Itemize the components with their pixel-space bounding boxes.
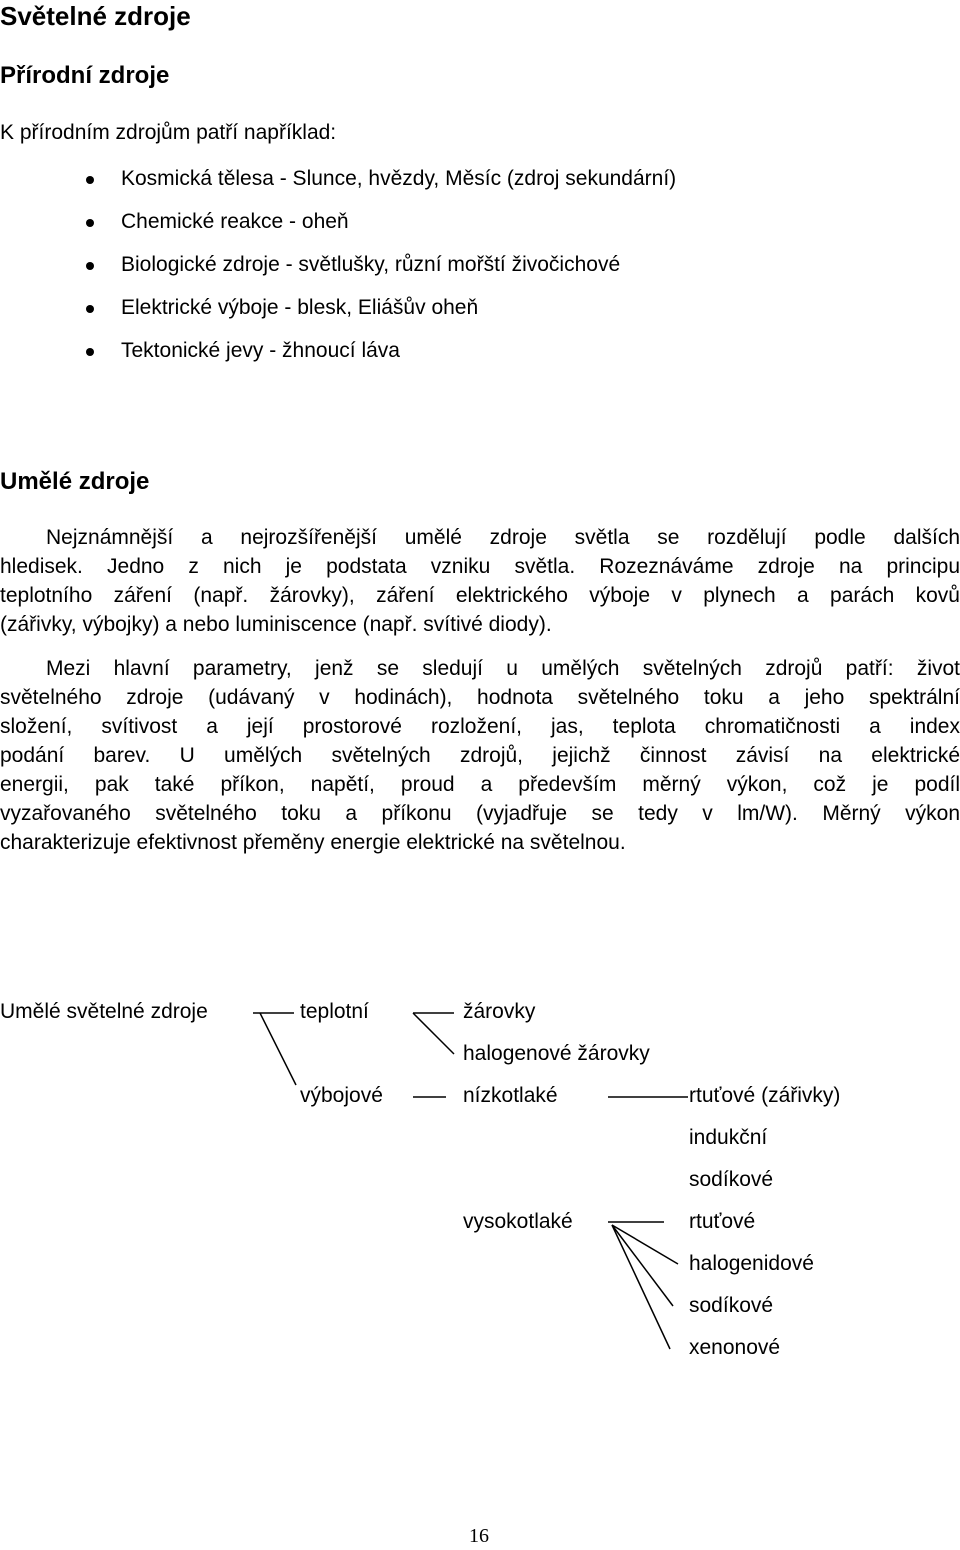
tree-node-nizkotlake: nízkotlaké	[463, 1084, 558, 1107]
tree-node-halogenove: halogenové žárovky	[463, 1042, 650, 1065]
paragraph-line: charakterizuje efektivnost přeměny energie elektrické na světelnou.	[0, 831, 626, 854]
tree-leaf: rtuťové	[689, 1210, 756, 1233]
tree-leaf: sodíkové	[689, 1294, 774, 1317]
connector-line	[413, 1013, 454, 1054]
paragraph-line: Nejznámnější a nejrozšířenější umělé zdroje světla se rozdělují podle dalších	[46, 526, 960, 549]
tree-node-vybojove: výbojové	[300, 1084, 383, 1107]
paragraph-line: energii, pak také příkon, napětí, proud a především měrný výkon, což je podíl	[0, 773, 960, 796]
connector-line	[260, 1013, 296, 1085]
list-item: Tektonické jevy - žhnoucí láva	[121, 339, 400, 362]
tree-leaf: rtuťové (zářivky)	[689, 1084, 841, 1107]
list-item: Chemické reakce - oheň	[121, 210, 349, 233]
paragraph-line: hledisek. Jedno z nich je podstata vzniku světla. Rozeznáváme zdroje na principu	[0, 555, 960, 578]
tree-leaf: sodíkové	[689, 1168, 774, 1191]
tree-leaf: xenonové	[689, 1336, 781, 1359]
tree-leaf: indukční	[689, 1126, 768, 1149]
connector-line	[612, 1225, 673, 1306]
paragraph-line: teplotního záření (např. žárovky), záření elektrického výboje v plynech a parách kovů	[0, 584, 960, 607]
list-item: Biologické zdroje - světlušky, různí mořští živočichové	[121, 253, 621, 276]
connector-line	[612, 1225, 670, 1349]
paragraph-line: složení, svítivost a její prostorové rozložení, jas, teplota chromatičnosti a index	[0, 715, 960, 738]
paragraph-line: Mezi hlavní parametry, jenž se sledují u umělých světelných zdrojů patří: život	[46, 657, 960, 680]
page-title: Světelné zdroje	[0, 1, 191, 31]
paragraph-line: světelného zdroje (udávaný v hodinách), hodnota světelného toku a jeho spektrální	[0, 686, 960, 709]
paragraph-line: vyzařovaného světelného toku a příkonu (vyjadřuje se tedy v lm/W). Měrný výkon	[0, 802, 960, 825]
list-item: Kosmická tělesa - Slunce, hvězdy, Měsíc (zdroj sekundární)	[121, 167, 677, 190]
tree-root: Umělé světelné zdroje	[0, 1000, 208, 1023]
list-item: Elektrické výboje - blesk, Eliášův oheň	[121, 296, 479, 319]
paragraph-line: podání barev. U umělých světelných zdrojů, jejichž činnost závisí na elektrické	[0, 744, 960, 767]
tree-node-teplotni: teplotní	[300, 1000, 369, 1023]
tree-node-zarovky: žárovky	[463, 1000, 536, 1023]
natural-intro: K přírodním zdrojům patří například:	[0, 121, 337, 144]
natural-heading: Přírodní zdroje	[0, 62, 170, 89]
page-number: 16	[469, 1525, 489, 1547]
tree-node-vysokotlake: vysokotlaké	[463, 1210, 573, 1233]
paragraph-line: (zářivky, výbojky) a nebo luminiscence (např. svítivé diody).	[0, 613, 552, 636]
artificial-heading: Umělé zdroje	[0, 468, 150, 495]
tree-leaf: halogenidové	[689, 1252, 814, 1275]
